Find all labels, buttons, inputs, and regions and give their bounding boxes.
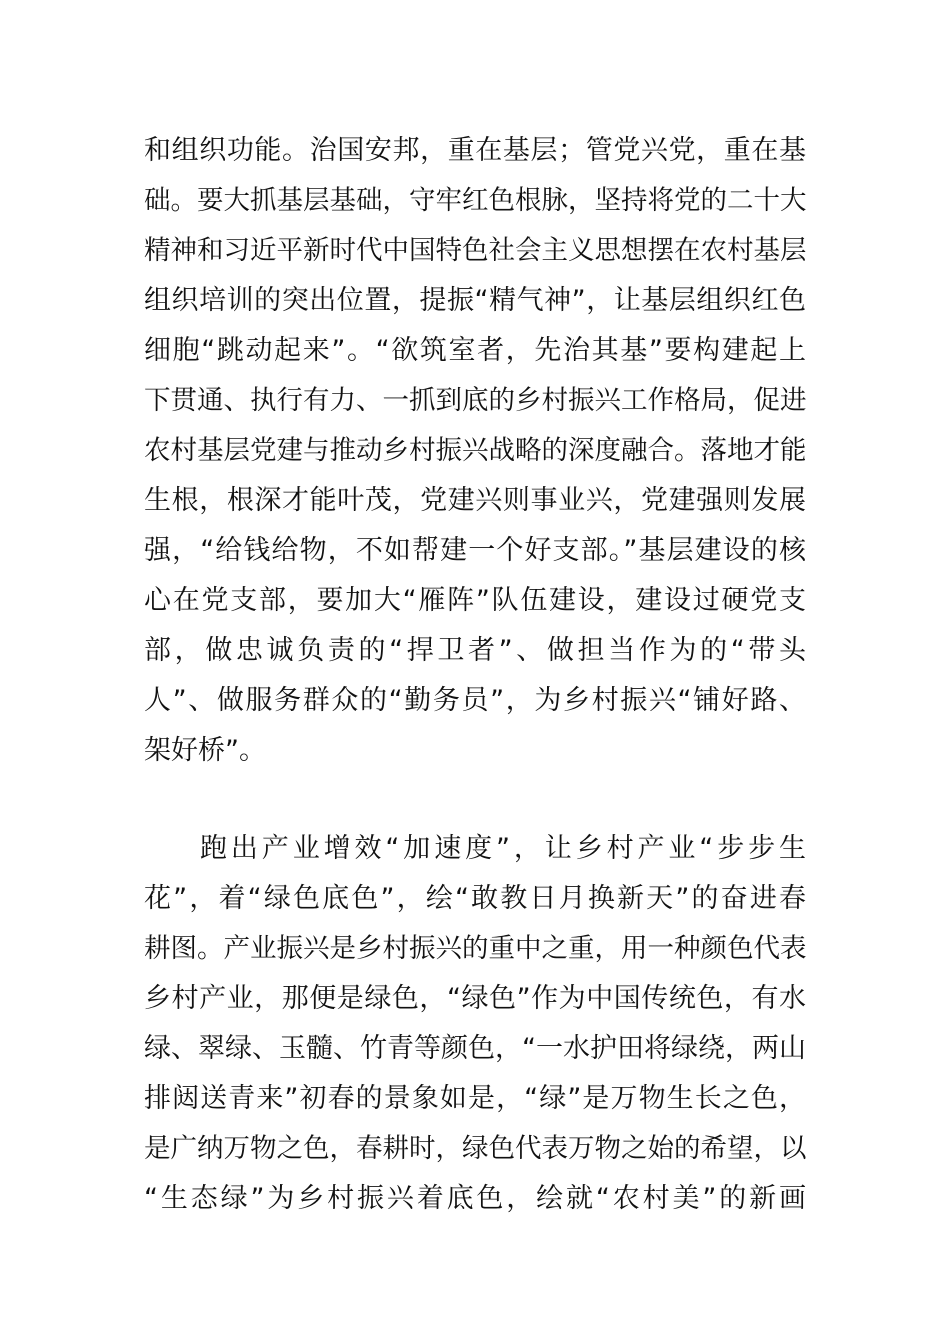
paragraph-1-line-12: 人”、做服务群众的“勤务员”，为乡村振兴“铺好路、 bbox=[144, 685, 806, 716]
paragraph-1-line-6: 下贯通、执行有力、一抓到底的乡村振兴工作格局，促进 bbox=[144, 385, 807, 416]
paragraph-1-line-9: 强，“给钱给物，不如帮建一个好支部。”基层建设的核 bbox=[144, 535, 806, 566]
paragraph-2-line-8: “生态绿”为乡村振兴着底色，绘就“农村美”的新画 bbox=[144, 1183, 806, 1214]
paragraph-1-line-2: 础。要大抓基层基础，守牢红色根脉，坚持将党的二十大 bbox=[144, 185, 807, 216]
paragraph-2-line-4: 乡村产业，那便是绿色，“绿色”作为中国传统色，有水 bbox=[144, 983, 806, 1014]
paragraph-1-line-5: 细胞“跳动起来”。“欲筑室者，先治其基”要构建起上 bbox=[144, 335, 806, 366]
paragraph-2-line-7: 是广纳万物之色，春耕时，绿色代表万物之始的希望，以 bbox=[144, 1133, 807, 1164]
paragraph-1-line-10: 心在党支部，要加大“雁阵”队伍建设，建设过硬党支 bbox=[144, 585, 806, 616]
paragraph-2-line-1: 跑出产业增效“加速度”，让乡村产业“步步生 bbox=[200, 833, 806, 864]
paragraph-1-line-1: 和组织功能。治国安邦，重在基层；管党兴党，重在基 bbox=[144, 135, 806, 166]
paragraph-1-line-4: 组织培训的突出位置，提振“精气神”，让基层组织红色 bbox=[144, 285, 806, 316]
paragraph-1-line-11: 部，做忠诚负责的“捍卫者”、做担当作为的“带头 bbox=[144, 635, 806, 666]
paragraph-1-line-7: 农村基层党建与推动乡村振兴战略的深度融合。落地才能 bbox=[144, 435, 807, 466]
paragraph-2-line-5: 绿、翠绿、玉髓、竹青等颜色，“一水护田将绿绕，两山 bbox=[144, 1033, 806, 1064]
paragraph-2-line-3: 耕图。产业振兴是乡村振兴的重中之重，用一种颜色代表 bbox=[144, 933, 807, 964]
paragraph-2-line-6: 排闼送青来”初春的景象如是，“绿”是万物生长之色， bbox=[144, 1083, 806, 1114]
paragraph-2-line-2: 花”，着“绿色底色”，绘“敢教日月换新天”的奋进春 bbox=[144, 883, 806, 914]
paragraph-1-line-3: 精神和习近平新时代中国特色社会主义思想摆在农村基层 bbox=[144, 235, 807, 266]
paragraph-1-line-13: 架好桥”。 bbox=[144, 735, 266, 766]
paragraph-1-line-8: 生根，根深才能叶茂，党建兴则事业兴，党建强则发展 bbox=[144, 485, 806, 516]
